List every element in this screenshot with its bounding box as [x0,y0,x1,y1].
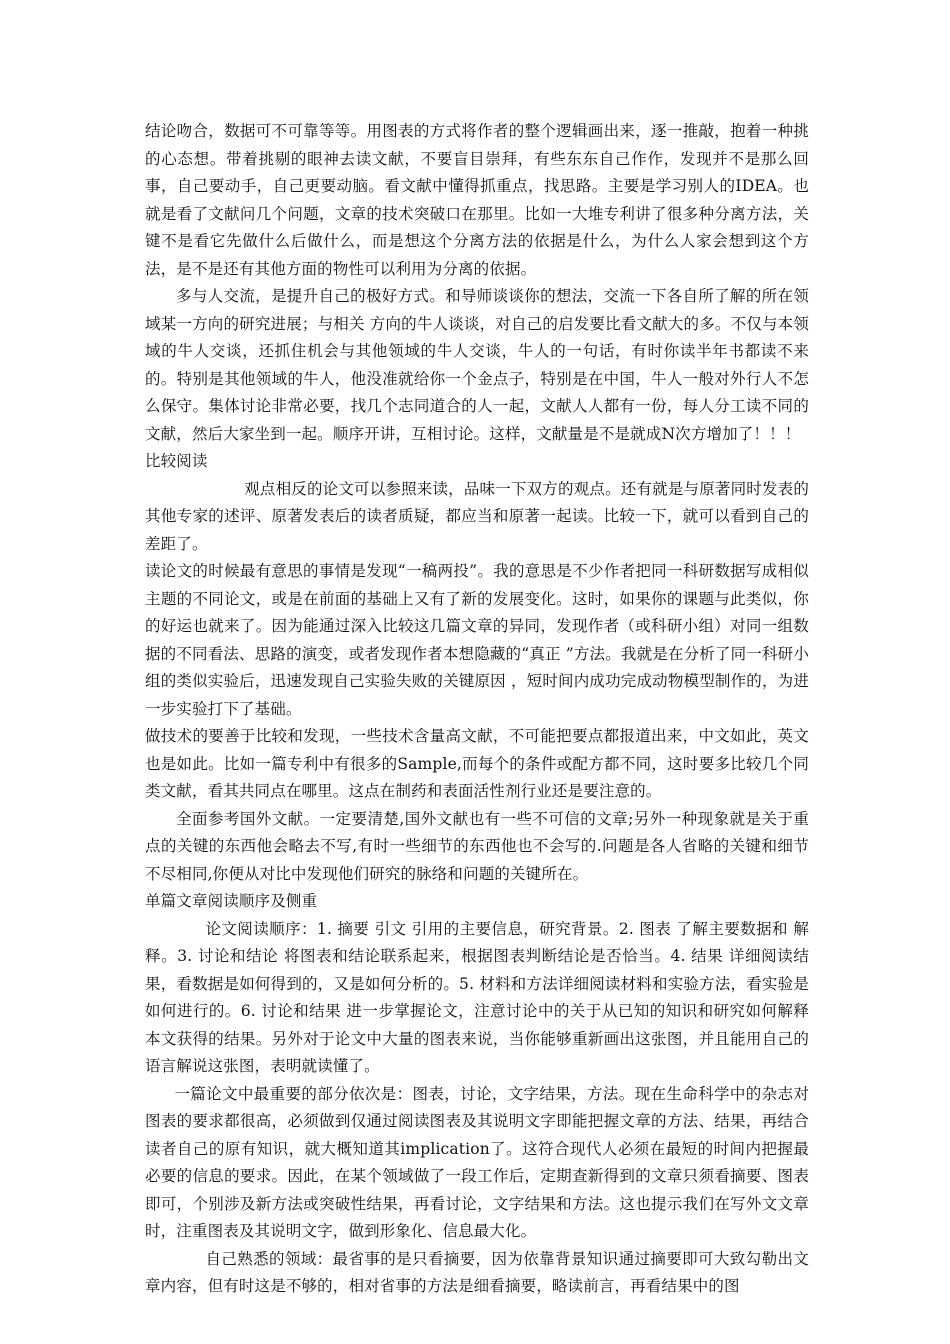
paragraph-technical-comparison: 做技术的要善于比较和发现，一些技术含量高文献，不可能把要点都报道出来，中文如此，英文也是如此。比如一篇专利中有很多的Sample,而每个的条件或配方都不同，这时要多比较几个同类文献，看其共同点在哪里。这点在制药和表面活性剂行业还是要注意的。 [145,727,809,800]
paragraph-reading-order: 论文阅读顺序：1. 摘要 引文 引用的主要信息，研究背景。2. 图表 了解主要数据和 解释。3. 讨论和结论 将图表和结论联系起来，根据图表判断结论是否恰当。4. 结果 详细阅读结果，看数据是如何得到的，又是如何分析的。5. 材料和方法详细阅读材料和实验方法，看实验是如何进行的。6. 讨论和结果 进一步掌握论文，注意讨论中的关于从已知的知识和研究如何解释本文获得的结果。另外对于论文中大量的图表来说，当你能够重新画出这张图，并且能用自己的语言解说这张图，表明就读懂了。 [145,919,809,1075]
paragraph-logic-chart: 结论吻合，数据可不可靠等等。用图表的方式将作者的整个逻辑画出来，逐一推敲，抱着一种挑的心态想。带着挑剔的眼神去读文献，不要盲目崇拜，有些东东自己作作，发现并不是那么回事，自己要动手，自己更要动脑。看文献中懂得抓重点，找思路。主要是学习别人的IDEA。也就是看了文献问几个问题，文章的技术突破口在那里。比如一大堆专利讲了很多种分离方法，关键不是看它先做什么后做什么，而是想这个分离方法的依据是什么，为什么人家会想到这个方法，是不是还有其他方面的物性可以利用为分离的依据。 [145,122,809,278]
paragraph-duplicate-submission: 读论文的时候最有意思的事情是发现“一稿两投”。我的意思是不少作者把同一科研数据写成相似主题的不同论文，或是在前面的基础上又有了新的发展变化。这时，如果你的课题与此类似，你的好运也就来了。因为能通过深入比较这几篇文章的异同，发现作者（或科研小组）对同一组数据的不同看法、思路的演变，或者发现作者本想隐藏的“真正 ”方法。我就是在分析了同一科研小组的类似实验后，迅速发现自己实验失败的关键原因 ，短时间内成功完成动物模型制作的，为进一步实验打下了基础。 [145,562,809,718]
paragraph-opposing-views: 观点相反的论文可以参照来读，品味一下双方的观点。还有就是与原著同时发表的其他专家的述评、原著发表后的读者质疑，都应当和原著一起读。比较一下，就可以看到自己的差距了。 [145,479,809,553]
heading-single-article-order: 单篇文章阅读顺序及侧重 [145,892,318,910]
paragraph-familiar-field: 自己熟悉的领域：最省事的是只看摘要，因为依靠背景知识通过摘要即可大致勾勒出文章内容，但有时这是不够的，相对省事的方法是细看摘要，略读前言，再看结果中的图 [145,1249,809,1295]
paragraph-foreign-literature: 全面参考国外文献。一定要清楚,国外文献也有一些不可信的文章;另外一种现象就是关于重点的关键的东西他会略去不写,有时一些细节的东西他也不会写的.问题是各人省略的关键和细节不尽相同,你便从对比中发现他们研究的脉络和问题的关键所在。 [145,809,809,883]
paragraph-communication: 多与人交流，是提升自己的极好方式。和导师谈谈你的想法，交流一下各自所了解的所在领域某一方向的研究进展；与相关 方向的牛人谈谈，对自己的启发要比看文献大的多。不仅与本领域的牛人交谈，还抓住机会与其他领域的牛人交谈，牛人的一句话，有时你读半年书都读不来的。特别是其他领域的牛人，他没准就给你一个金点子，特别是在中国，牛人一般对外行人不怎么保守。集体讨论非常必要，找几个志同道合的人一起，文献人人都有一份，每人分工读不同的文献，然后大家坐到一起。顺序开讲，互相讨论。这样，文献量是不是就成N次方增加了！！！ [145,287,809,443]
heading-comparative-reading: 比较阅读 [145,452,208,470]
document-page [145,118,809,1301]
paragraph-important-parts: 一篇论文中最重要的部分依次是：图表，讨论，文字结果，方法。现在生命科学中的杂志对图表的要求都很高，必须做到仅通过阅读图表及其说明文字即能把握文章的方法、结果，再结合读者自己的原有知识，就大概知道其implication了。这符合现代人必须在最短的时间内把握最必要的信息的要求。因此，在某个领域做了一段工作后，定期查新得到的文章只须看摘要、图表即可，个别涉及新方法或突破性结果，再看讨论，文字结果和方法。这也提示我们在写外文文章时，注重图表及其说明文字，做到形象化、信息最大化。 [145,1084,809,1240]
